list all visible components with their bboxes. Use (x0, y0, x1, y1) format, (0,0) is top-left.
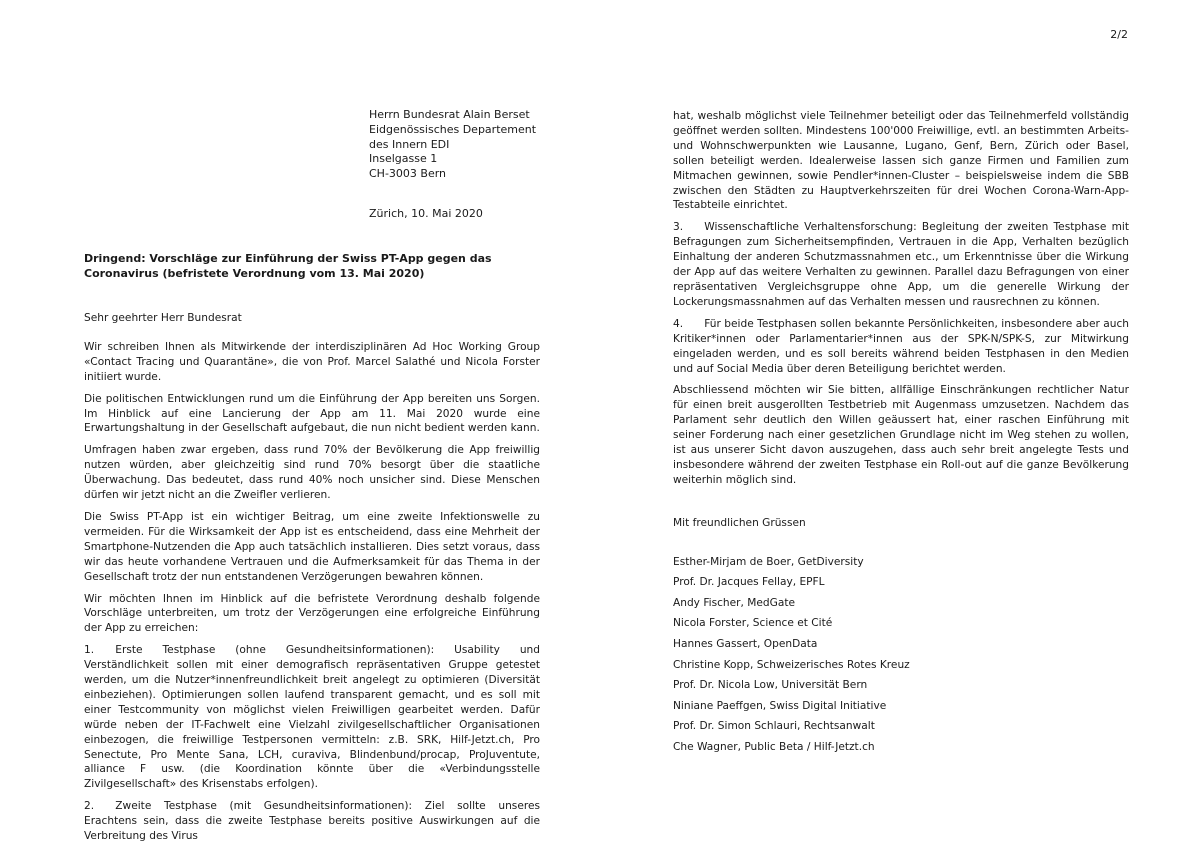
signatory: Hannes Gassert, OpenData (673, 638, 818, 651)
recipient-line: Inselgasse 1 (369, 152, 438, 166)
numbered-proposal-3: 3. Wissenschaftliche Verhaltensforschung: Begleitung der zweiten Testphase mit Befragungen zum Sicherheitsempfinden, Vertrauen in die App, Verhalten bezüglich Einhaltung der anderen Schutzmassnahmen etc., um Erkenntnisse über die Wirkung der App auf das weitere Verhalten zu gewinnen. Parallel dazu Befragungen von einer repräsentativen Vergleichsgruppe ohne App, um die generelle Wirkung der Lockerungsmassnahmen auf das Verhalten messen und rausrechnen zu können. (673, 221, 1129, 308)
signatory: Prof. Dr. Simon Schlauri, Rechtsanwalt (673, 720, 875, 733)
body-paragraph: Abschliessend möchten wir Sie bitten, allfällige Einschränkungen rechtlicher Natur für einen breit ausgerollten Testbetrieb mit Augenmass umzusetzen. Nachdem das Parlament sehr deutlich den Willen geäussert hat, einer raschen Einführung mit seiner Forderung nach einer gesetzlichen Grundlage nicht im Weg stehen zu wollen, ist aus unserer Sicht davon auszugehen, dass auch sehr breit angelegte Tests und insbesondere während der zweiten Testphase ein Roll-out auf die ganze Bevölkerung weiterhin möglich sind. (673, 384, 1129, 486)
numbered-proposal-4: 4. Für beide Testphasen sollen bekannte Persönlichkeiten, insbesondere aber auch Kritiker*innen oder Parlamentarier*innen aus der SPK-N/SPK-S, zur Mitwirkung eingeladen werden, und es soll bereits während beiden Testphasen in den Medien und auf Social Media über deren Beteiligung berichtet werden. (673, 317, 1129, 375)
page-number: 2/2 (1110, 28, 1128, 41)
numbered-proposal-1: 1. Erste Testphase (ohne Gesundheitsinformationen): Usability und Verständlichkeit sollen mit einer demografisch repräsentativen Gruppe getestet werden, um die Nutzer*innenfreundlichkeit breit angelegt zu optimieren (Diversität einbeziehen). Optimierungen sollen laufend transparent gemacht, und es soll mit einer Testcommunity von möglichst vielen Freiwilligen gearbeitet werden. Dafür würde neben der IT-Fachwelt eine Vielzahl zivilgesellschaftlicher Organisationen einbezogen, die freiwillige Testpersonen vermitteln: z.B. SRK, Hilf-Jetzt.ch, Pro Senectute, Pro Mente Sana, LCH, curaviva, Blindenbund/procap, ProJuventute, alliance F usw. (die Koordination könnte über die «Verbindungsstelle Zivilgesellschaft» des Krisenstabs erfolgen). (84, 644, 540, 791)
recipient-line: Herrn Bundesrat Alain Berset (369, 108, 530, 121)
body-paragraph: Wir schreiben Ihnen als Mitwirkende der interdisziplinären Ad Hoc Working Group «Contact Tracing und Quarantäne», die von Prof. Marcel Salathé und Nicola Forster initiiert wurde. (84, 340, 540, 383)
body-paragraph-continued: hat, weshalb möglichst viele Teilnehmer beteiligt oder das Teilnehmerfeld vollständig geöffnet werden sollten. Mindestens 100'000 Freiwillige, evtl. an bestimmten Arbeits- und Wohnschwerpunkten wie Lausanne, Lugano, Genf, Bern, Zürich oder Basel, sollen beteiligt werden. Idealerweise lassen sich ganze Firmen und Familien zum Mitmachen gewinnen, sowie Pendler*innen-Cluster – beispielsweise indem die SBB zwischen den Städten zu Hauptverkehrszeiten für drei Wochen Corona-Warn-App-Testabteile einrichtet. (673, 110, 1129, 212)
signatory: Christine Kopp, Schweizerisches Rotes Kreuz (673, 658, 910, 671)
signatory: Niniane Paeffgen, Swiss Digital Initiative (673, 699, 887, 712)
signatory: Andy Fischer, MedGate (673, 596, 796, 609)
body-paragraph: Wir möchten Ihnen im Hinblick auf die befristete Verordnung deshalb folgende Vorschläge unterbreiten, um trotz der Verzögerungen eine erfolgreiche Einführung der App zu erreichen: (84, 592, 540, 635)
body-paragraph: Umfragen haben zwar ergeben, dass rund 70% der Bevölkerung die App freiwillig nutzen würden, aber gleichzeitig sind rund 70% besorgt über die staatliche Überwachung. Das bedeutet, dass rund 40% noch unsicher sind. Diese Menschen dürfen wir jetzt nicht an die Zweifler verlieren. (84, 444, 540, 502)
recipient-line: CH-3003 Bern (369, 167, 447, 181)
subject-line: Dringend: Vorschläge zur Einführung der Swiss PT-App gegen das Coronavirus (befristete Verordnung vom 13. Mai 2020) (84, 252, 492, 280)
date-line: Zürich, 10. Mai 2020 (369, 207, 483, 220)
signatory: Esther-Mirjam de Boer, GetDiversity (673, 555, 864, 568)
numbered-proposal-2: 2. Zweite Testphase (mit Gesundheitsinformationen): Ziel sollte unseres Erachtens sein, dass die zweite Testphase bereits positive Auswirkungen auf die Verbreitung des Virus (84, 800, 540, 843)
left-column (84, 311, 540, 851)
signatory-list (673, 555, 1129, 755)
recipient-address (369, 108, 536, 182)
signatory: Che Wagner, Public Beta / Hilf-Jetzt.ch (673, 741, 875, 753)
recipient-line: Eidgenössisches Departement (369, 122, 537, 136)
recipient-line: des Innern EDI (369, 137, 450, 151)
signatory: Prof. Dr. Nicola Low, Universität Bern (673, 679, 868, 692)
body-paragraph: Die Swiss PT-App ist ein wichtiger Beitrag, um eine zweite Infektionswelle zu vermeiden. Für die Wirksamkeit der App ist es entscheidend, dass eine Mehrheit der Smartphone-Nutzenden die App auch tatsächlich installieren. Dies setzt voraus, dass wir das heute vorhandene Vertrauen und die Aufmerksamkeit für das Thema in der Gesellschaft trotz der nun entstandenen Verzögerungen bewahren können. (84, 510, 540, 583)
right-column (673, 109, 1129, 761)
closing-greeting: Mit freundlichen Grüssen (673, 516, 806, 529)
signatory: Nicola Forster, Science et Cité (673, 617, 833, 630)
signatory: Prof. Dr. Jacques Fellay, EPFL (673, 576, 825, 589)
body-paragraph: Die politischen Entwicklungen rund um die Einführung der App bereiten uns Sorgen. Im Hinblick auf eine Lancierung der App am 11. Mai 2020 wurde eine Erwartungshaltung in der Gesellschaft aufgebaut, die nun nicht bedient werden kann. (84, 392, 540, 435)
salutation: Sehr geehrter Herr Bundesrat (84, 312, 242, 324)
